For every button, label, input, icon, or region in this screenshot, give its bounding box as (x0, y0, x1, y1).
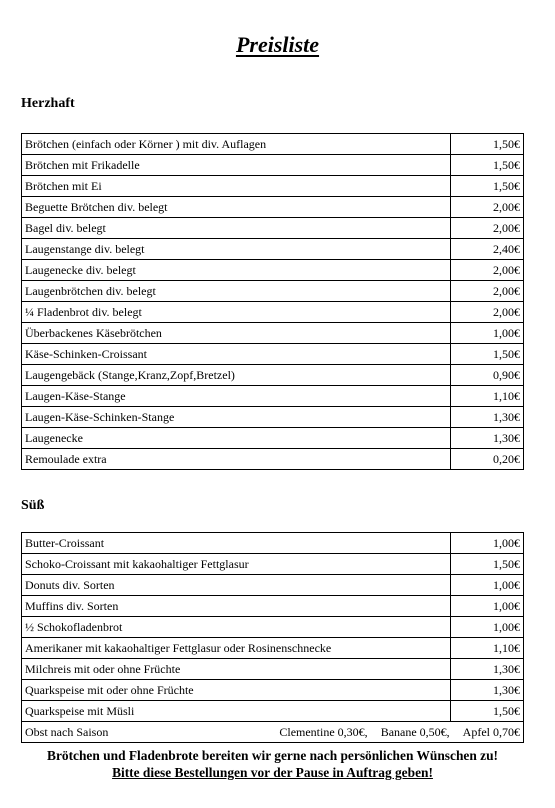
section-heading-herzhaft: Herzhaft (21, 96, 75, 111)
item-name: Amerikaner mit kakaohaltiger Fettglasur oder Rosinenschnecke (22, 638, 451, 659)
table-row (22, 365, 524, 386)
table-row (22, 575, 524, 596)
footer-note: Brötchen und Fladenbrote bereiten wir gerne nach persönlichen Wünschen zu! (47, 748, 498, 763)
table-row (22, 218, 524, 239)
footer-order-note: Bitte diese Bestellungen vor der Pause in Auftrag geben! (112, 765, 433, 780)
item-price: 1,10€ (451, 638, 524, 659)
item-price: 2,00€ (451, 218, 524, 239)
item-price: 1,50€ (451, 134, 524, 155)
item-name: ½ Schokofladenbrot (22, 617, 451, 638)
item-name: Milchreis mit oder ohne Früchte (22, 659, 451, 680)
table-row (22, 155, 524, 176)
item-name: Beguette Brötchen div. belegt (22, 197, 451, 218)
obst-option-clementine: Clementine 0,30€, (279, 725, 368, 739)
table-row (22, 701, 524, 722)
item-price: 0,20€ (451, 449, 524, 470)
obst-cell (22, 722, 524, 743)
item-price: 2,00€ (451, 281, 524, 302)
table-row (22, 554, 524, 575)
item-price: 1,00€ (451, 575, 524, 596)
item-price: 1,10€ (451, 386, 524, 407)
table-row (22, 638, 524, 659)
table-row (22, 176, 524, 197)
table-row (22, 596, 524, 617)
item-name: Laugenstange div. belegt (22, 239, 451, 260)
item-name: ¼ Fladenbrot div. belegt (22, 302, 451, 323)
item-name: Quarkspeise mit Müsli (22, 701, 451, 722)
item-price: 1,50€ (451, 344, 524, 365)
item-name: Laugenecke div. belegt (22, 260, 451, 281)
obst-option-banane: Banane 0,50€, (380, 725, 450, 739)
table-row (22, 386, 524, 407)
item-name: Butter-Croissant (22, 533, 451, 554)
table-row (22, 533, 524, 554)
table-row (22, 407, 524, 428)
obst-options (269, 722, 520, 742)
table-row (22, 302, 524, 323)
item-name: Brötchen (einfach oder Körner ) mit div. Auflagen (22, 134, 451, 155)
item-price: 2,40€ (451, 239, 524, 260)
obst-label: Obst nach Saison (25, 725, 109, 739)
item-price: 1,50€ (451, 176, 524, 197)
table-row (22, 680, 524, 701)
table-row (22, 281, 524, 302)
table-row (22, 617, 524, 638)
item-price: 1,50€ (451, 554, 524, 575)
item-name: Schoko-Croissant mit kakaohaltiger Fettglasur (22, 554, 451, 575)
item-name: Laugenecke (22, 428, 451, 449)
item-price: 1,50€ (451, 155, 524, 176)
table-row (22, 449, 524, 470)
obst-option-apfel: Apfel 0,70€ (462, 725, 520, 739)
table-row-obst (22, 722, 524, 743)
item-name: Brötchen mit Ei (22, 176, 451, 197)
item-price: 1,30€ (451, 659, 524, 680)
item-price: 1,00€ (451, 617, 524, 638)
table-row (22, 428, 524, 449)
item-name: Käse-Schinken-Croissant (22, 344, 451, 365)
item-name: Muffins div. Sorten (22, 596, 451, 617)
item-price: 2,00€ (451, 197, 524, 218)
table-row (22, 197, 524, 218)
item-price: 1,30€ (451, 680, 524, 701)
item-price: 0,90€ (451, 365, 524, 386)
item-price: 1,00€ (451, 533, 524, 554)
table-row (22, 134, 524, 155)
item-name: Brötchen mit Frikadelle (22, 155, 451, 176)
price-table-suess (21, 532, 524, 743)
price-table-herzhaft (21, 133, 524, 470)
item-price: 1,00€ (451, 323, 524, 344)
table-row (22, 344, 524, 365)
table-row (22, 659, 524, 680)
item-name: Überbackenes Käsebrötchen (22, 323, 451, 344)
item-price: 1,30€ (451, 428, 524, 449)
table-row (22, 239, 524, 260)
item-price: 1,30€ (451, 407, 524, 428)
item-name: Laugenbrötchen div. belegt (22, 281, 451, 302)
item-price: 1,50€ (451, 701, 524, 722)
item-name: Remoulade extra (22, 449, 451, 470)
section-heading-suess: Süß (21, 498, 45, 513)
item-name: Laugen-Käse-Schinken-Stange (22, 407, 451, 428)
item-name: Laugengebäck (Stange,Kranz,Zopf,Bretzel) (22, 365, 451, 386)
table-row (22, 323, 524, 344)
item-price: 1,00€ (451, 596, 524, 617)
item-name: Quarkspeise mit oder ohne Früchte (22, 680, 451, 701)
table-row (22, 260, 524, 281)
item-name: Laugen-Käse-Stange (22, 386, 451, 407)
item-name: Bagel div. belegt (22, 218, 451, 239)
item-price: 2,00€ (451, 302, 524, 323)
page-title: Preisliste (235, 32, 320, 57)
item-name: Donuts div. Sorten (22, 575, 451, 596)
item-price: 2,00€ (451, 260, 524, 281)
